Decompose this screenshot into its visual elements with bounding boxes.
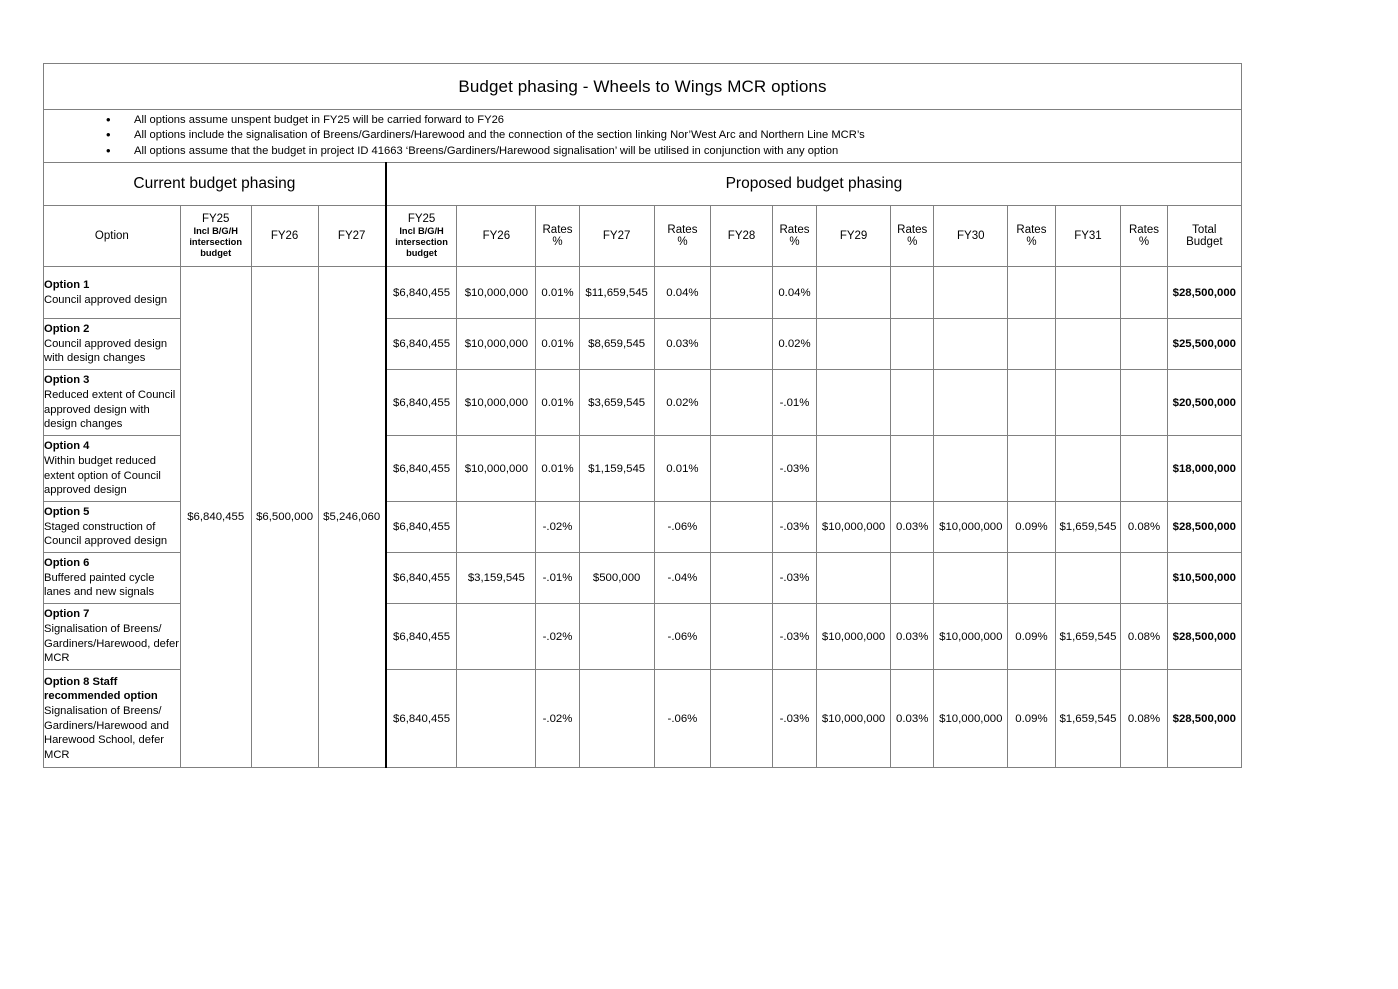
rates-fy31-value [1121, 370, 1167, 436]
rates-fy31-value [1121, 267, 1167, 319]
proposed-fy26-value [457, 670, 536, 768]
option-cell [44, 436, 181, 502]
column-header-row [44, 206, 1242, 267]
rates-fy29-value: 0.03% [891, 670, 934, 768]
rates-fy26-value: 0.01% [536, 370, 579, 436]
current-fy26-value: $6,500,000 [251, 267, 318, 768]
proposed-fy29-value: $10,000,000 [817, 670, 891, 768]
rates-fy29-value [891, 319, 934, 370]
option-description: Staged construction of Council approved design [44, 520, 168, 548]
rates-fy29-value [891, 436, 934, 502]
proposed-fy27-value: $3,659,545 [579, 370, 654, 436]
header-rates-fy26-line1: Rates [542, 223, 573, 236]
proposed-fy29-value [817, 319, 891, 370]
rates-fy31-value [1121, 436, 1167, 502]
rates-fy26-value: -.02% [536, 670, 579, 768]
rates-fy30-value [1008, 370, 1055, 436]
proposed-fy28-value [711, 502, 773, 553]
proposed-fy28-value [711, 553, 773, 604]
proposed-fy30-value [934, 319, 1008, 370]
header-rates-fy28-line2: % [789, 236, 800, 248]
option-title: Option 8 Staff recommended option [44, 675, 158, 703]
rates-fy30-value: 0.09% [1008, 604, 1055, 670]
proposed-fy26-value: $10,000,000 [457, 370, 536, 436]
option-title: Option 2 [44, 323, 90, 336]
option-description: Council approved design [44, 293, 168, 306]
rates-fy27-value: 0.02% [654, 370, 711, 436]
current-fy27-value: $5,246,060 [318, 267, 386, 768]
proposed-fy29-value: $10,000,000 [817, 604, 891, 670]
option-title: Option 1 [44, 278, 90, 291]
proposed-fy25-value: $6,840,455 [386, 502, 457, 553]
proposed-fy31-value: $1,659,545 [1055, 604, 1121, 670]
rates-fy26-value: 0.01% [536, 267, 579, 319]
proposed-fy26-value [457, 502, 536, 553]
proposed-fy29-value: $10,000,000 [817, 502, 891, 553]
section-proposed-budget-phasing: Proposed budget phasing [386, 163, 1242, 206]
rates-fy30-value [1008, 267, 1055, 319]
proposed-fy28-value [711, 670, 773, 768]
header-total-budget [1167, 206, 1241, 267]
header-current-fy27: FY27 [318, 206, 386, 267]
table-row [44, 267, 1242, 319]
proposed-fy31-value [1055, 436, 1121, 502]
option-description: Signalisation of Breens/ Gardiners/Harewood, defer MCR [44, 622, 179, 665]
header-rates-fy31-line1: Rates [1128, 223, 1160, 236]
header-rates-fy27 [654, 206, 711, 267]
rates-fy28-value: -.03% [772, 553, 816, 604]
proposed-fy28-value [711, 604, 773, 670]
header-option: Option [44, 206, 181, 267]
option-cell [44, 319, 181, 370]
rates-fy28-value: 0.04% [772, 267, 816, 319]
proposed-fy27-value: $1,159,545 [579, 436, 654, 502]
proposed-fy25-value: $6,840,455 [386, 267, 457, 319]
proposed-fy28-value [711, 370, 773, 436]
rates-fy28-value: 0.02% [772, 319, 816, 370]
assumptions-list [44, 110, 1242, 163]
header-proposed-fy28: FY28 [711, 206, 773, 267]
option-title: Option 6 [44, 557, 90, 570]
option-cell [44, 604, 181, 670]
proposed-fy31-value [1055, 553, 1121, 604]
notes-row [44, 110, 1242, 163]
rates-fy26-value: -.02% [536, 502, 579, 553]
header-rates-fy28 [772, 206, 816, 267]
header-proposed-fy29: FY29 [817, 206, 891, 267]
section-current-budget-phasing: Current budget phasing [44, 163, 386, 206]
header-rates-fy30 [1008, 206, 1055, 267]
header-rates-fy29-line2: % [907, 236, 918, 248]
rates-fy31-value: 0.08% [1121, 502, 1167, 553]
rates-fy28-value: -.01% [772, 370, 816, 436]
rates-fy30-value: 0.09% [1008, 670, 1055, 768]
rates-fy27-value: -.06% [654, 502, 711, 553]
header-total-line1: Total [1192, 223, 1217, 236]
option-cell [44, 502, 181, 553]
header-rates-fy26 [536, 206, 579, 267]
header-proposed-fy27: FY27 [579, 206, 654, 267]
proposed-fy27-value: $11,659,545 [579, 267, 654, 319]
rates-fy26-value: 0.01% [536, 319, 579, 370]
option-description: Council approved design with design changes [44, 337, 168, 365]
proposed-fy27-value [579, 670, 654, 768]
header-rates-fy31-line2: % [1138, 236, 1150, 248]
header-proposed-fy25-main: FY25 [407, 212, 436, 225]
rates-fy30-value: 0.09% [1008, 502, 1055, 553]
header-rates-fy30-line1: Rates [1016, 223, 1047, 236]
header-proposed-fy25 [386, 206, 457, 267]
option-description: Reduced extent of Council approved design with design changes [44, 388, 176, 431]
rates-fy27-value: 0.03% [654, 319, 711, 370]
proposed-fy25-value: $6,840,455 [386, 553, 457, 604]
proposed-fy27-value: $8,659,545 [579, 319, 654, 370]
rates-fy27-value: -.04% [654, 553, 711, 604]
rates-fy29-value [891, 267, 934, 319]
page-title: Budget phasing - Wheels to Wings MCR options [44, 64, 1242, 110]
total-budget-value: $10,500,000 [1167, 553, 1241, 604]
rates-fy26-value: -.02% [536, 604, 579, 670]
proposed-fy25-value: $6,840,455 [386, 436, 457, 502]
header-rates-fy29-line1: Rates [897, 223, 928, 236]
option-cell [44, 267, 181, 319]
header-proposed-fy25-sub: Incl B/G/H intersection budget [395, 225, 448, 259]
total-budget-value: $18,000,000 [1167, 436, 1241, 502]
option-description: Signalisation of Breens/ Gardiners/Harewood and Harewood School, defer MCR [44, 704, 169, 761]
budget-phasing-table [43, 63, 1242, 768]
header-rates-fy29 [891, 206, 934, 267]
assumption-item: • All options assume that the budget in project ID 41663 ‘Breens/Gardiners/Harewood signalisation’ will be utilised in conjunction with any option [106, 144, 1241, 160]
total-budget-value: $28,500,000 [1167, 502, 1241, 553]
rates-fy26-value: -.01% [536, 553, 579, 604]
option-cell [44, 370, 181, 436]
header-rates-fy27-line2: % [677, 236, 688, 248]
section-band-row [44, 163, 1242, 206]
total-budget-value: $25,500,000 [1167, 319, 1241, 370]
rates-fy31-value [1121, 553, 1167, 604]
rates-fy30-value [1008, 553, 1055, 604]
proposed-fy27-value [579, 604, 654, 670]
proposed-fy25-value: $6,840,455 [386, 319, 457, 370]
proposed-fy29-value [817, 553, 891, 604]
rates-fy28-value: -.03% [772, 670, 816, 768]
rates-fy31-value: 0.08% [1121, 604, 1167, 670]
proposed-fy31-value [1055, 370, 1121, 436]
rates-fy28-value: -.03% [772, 436, 816, 502]
proposed-fy27-value: $500,000 [579, 553, 654, 604]
header-proposed-fy30: FY30 [934, 206, 1008, 267]
total-budget-value: $28,500,000 [1167, 267, 1241, 319]
header-proposed-fy31: FY31 [1055, 206, 1121, 267]
proposed-fy30-value: $10,000,000 [934, 670, 1008, 768]
header-current-fy25-sub: Incl B/G/H intersection budget [189, 225, 243, 259]
proposed-fy27-value [579, 502, 654, 553]
rates-fy26-value: 0.01% [536, 436, 579, 502]
proposed-fy25-value: $6,840,455 [386, 604, 457, 670]
proposed-fy29-value [817, 267, 891, 319]
total-budget-value: $28,500,000 [1167, 604, 1241, 670]
title-row [44, 64, 1242, 110]
total-budget-value: $28,500,000 [1167, 670, 1241, 768]
proposed-fy30-value [934, 436, 1008, 502]
proposed-fy30-value: $10,000,000 [934, 502, 1008, 553]
assumption-item: • All options assume unspent budget in FY25 will be carried forward to FY26 [106, 113, 1241, 129]
assumption-item: • All options include the signalisation of Breens/Gardiners/Harewood and the connection of the section linking Nor’West Arc and Northern Line MCR’s [106, 128, 1241, 144]
proposed-fy31-value: $1,659,545 [1055, 502, 1121, 553]
proposed-fy28-value [711, 319, 773, 370]
rates-fy27-value: -.06% [654, 604, 711, 670]
header-current-fy25 [180, 206, 251, 267]
total-budget-value: $20,500,000 [1167, 370, 1241, 436]
option-description: Buffered painted cycle lanes and new signals [44, 571, 155, 599]
proposed-fy30-value [934, 553, 1008, 604]
option-title: Option 5 [44, 506, 90, 519]
option-title: Option 4 [44, 440, 90, 453]
proposed-fy26-value: $10,000,000 [457, 319, 536, 370]
option-cell [44, 670, 181, 768]
current-fy25-value: $6,840,455 [180, 267, 251, 768]
proposed-fy31-value [1055, 319, 1121, 370]
rates-fy28-value: -.03% [772, 502, 816, 553]
proposed-fy26-value: $10,000,000 [457, 436, 536, 502]
option-title: Option 7 [44, 608, 90, 621]
header-rates-fy27-line1: Rates [667, 223, 698, 236]
proposed-fy26-value: $3,159,545 [457, 553, 536, 604]
rates-fy31-value [1121, 319, 1167, 370]
proposed-fy31-value: $1,659,545 [1055, 670, 1121, 768]
rates-fy29-value [891, 370, 934, 436]
rates-fy29-value: 0.03% [891, 604, 934, 670]
option-title: Option 3 [44, 374, 90, 387]
proposed-fy28-value [711, 436, 773, 502]
proposed-fy26-value [457, 604, 536, 670]
proposed-fy25-value: $6,840,455 [386, 370, 457, 436]
header-rates-fy28-line1: Rates [779, 223, 810, 236]
rates-fy28-value: -.03% [772, 604, 816, 670]
proposed-fy30-value: $10,000,000 [934, 604, 1008, 670]
rates-fy27-value: -.06% [654, 670, 711, 768]
proposed-fy31-value [1055, 267, 1121, 319]
rates-fy29-value [891, 553, 934, 604]
proposed-fy30-value [934, 370, 1008, 436]
option-cell [44, 553, 181, 604]
header-rates-fy30-line2: % [1026, 236, 1037, 248]
header-rates-fy26-line2: % [552, 236, 563, 248]
header-current-fy26: FY26 [251, 206, 318, 267]
proposed-fy28-value [711, 267, 773, 319]
rates-fy30-value [1008, 436, 1055, 502]
proposed-fy25-value: $6,840,455 [386, 670, 457, 768]
header-total-line2: Budget [1186, 236, 1223, 248]
rates-fy30-value [1008, 319, 1055, 370]
rates-fy31-value: 0.08% [1121, 670, 1167, 768]
rates-fy29-value: 0.03% [891, 502, 934, 553]
header-rates-fy31 [1121, 206, 1167, 267]
proposed-fy30-value [934, 267, 1008, 319]
option-description: Within budget reduced extent option of Council approved design [44, 454, 161, 497]
rates-fy27-value: 0.01% [654, 436, 711, 502]
header-proposed-fy26: FY26 [457, 206, 536, 267]
proposed-fy29-value [817, 436, 891, 502]
header-current-fy25-main: FY25 [201, 212, 230, 225]
proposed-fy29-value [817, 370, 891, 436]
rates-fy27-value: 0.04% [654, 267, 711, 319]
proposed-fy26-value: $10,000,000 [457, 267, 536, 319]
